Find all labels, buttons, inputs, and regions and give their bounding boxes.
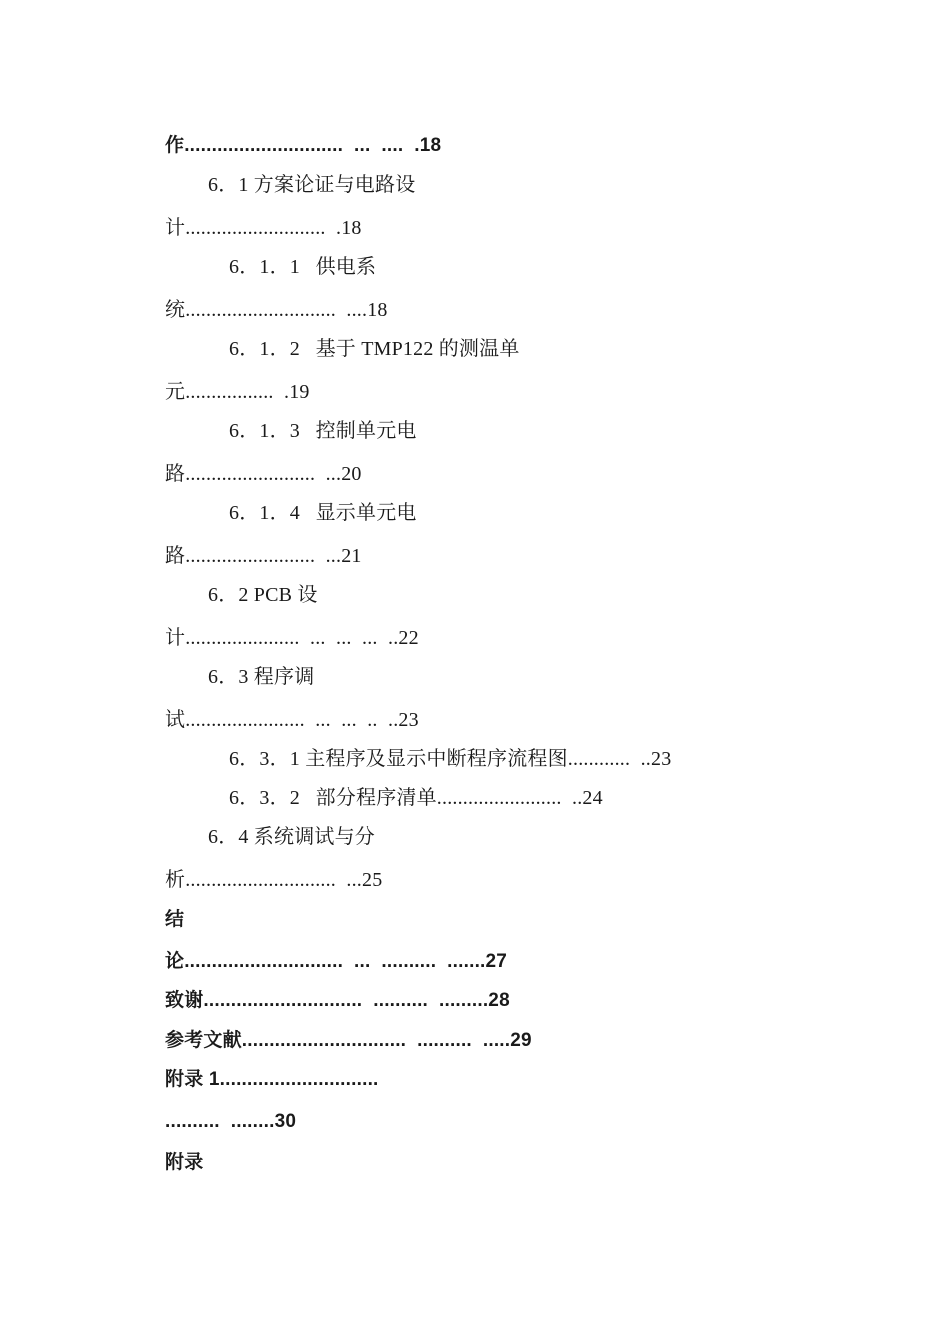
toc-entry-references: 参考文献.............................. .......... .....29	[165, 1030, 532, 1051]
toc-entry-6-1-4-title: 6．1．4 显示单元电	[229, 502, 417, 524]
toc-entry-conclusion-page: 论............................. ... .......... .......27	[165, 951, 508, 972]
toc-entry-6-1-page: 计........................... .18	[165, 217, 362, 239]
toc-entry-appendix-1: 附录 1.............................	[165, 1069, 379, 1090]
toc-entry-6-4-title: 6．4 系统调试与分	[208, 826, 375, 848]
toc-entry-work-line: 作............................. ... .... .18	[165, 135, 442, 156]
toc-entry-6-3-2: 6．3．2 部分程序清单........................ ..24	[229, 787, 603, 809]
toc-entry-6-3-page: 试....................... ... ... .. ..23	[165, 709, 419, 731]
toc-entry-6-3-1: 6．3．1 主程序及显示中断程序流程图............ ..23	[229, 748, 672, 770]
toc-entry-6-1-4-page: 路......................... ...21	[165, 545, 362, 567]
toc-entry-6-1-title: 6．1 方案论证与电路设	[208, 174, 416, 196]
toc-entry-conclusion-title: 结	[165, 909, 185, 930]
toc-entry-6-2-page: 计...................... ... ... ... ..22	[165, 627, 419, 649]
toc-entry-6-1-2-title: 6．1．2 基于 TMP122 的测温单	[229, 338, 520, 360]
toc-entry-6-1-1-title: 6．1．1 供电系	[229, 256, 377, 278]
toc-entry-6-1-2-page: 元................. .19	[165, 381, 310, 403]
toc-entry-appendix: 附录	[165, 1152, 204, 1173]
toc-entry-appendix-1-page: .......... ........30	[165, 1111, 297, 1132]
toc-entry-6-1-3-page: 路......................... ...20	[165, 463, 362, 485]
toc-entry-6-2-title: 6．2 PCB 设	[208, 584, 318, 606]
toc-entry-6-1-3-title: 6．1．3 控制单元电	[229, 420, 417, 442]
toc-entry-6-4-page: 析............................. ...25	[165, 869, 383, 891]
toc-entry-6-1-1-page: 统............................. ....18	[165, 299, 388, 321]
toc-entry-6-3-title: 6．3 程序调	[208, 666, 315, 688]
toc-entry-acknowledgements: 致谢............................. .......... .........28	[165, 990, 510, 1011]
